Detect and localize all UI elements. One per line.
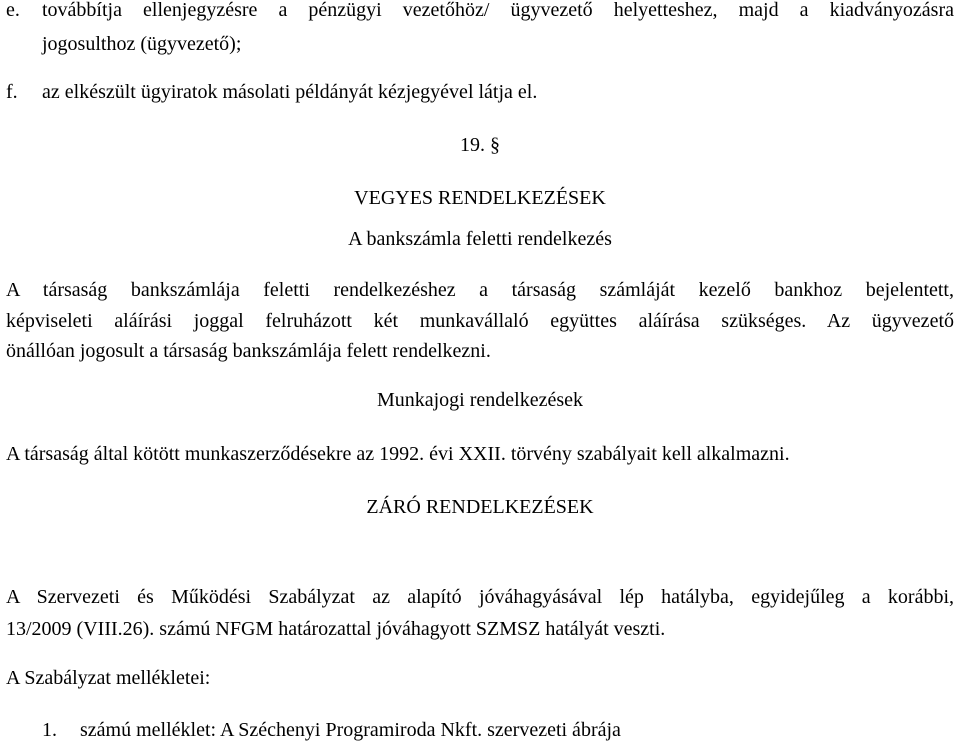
closing-paragraph-line-2: 13/2009 (VIII.26). számú NFGM határozattal jóváhagyott SZMSZ hatályát veszti. (6, 618, 666, 640)
section-title: VEGYES RENDELKEZÉSEK (354, 187, 606, 209)
list-item-e-line-2: jogosulthoz (ügyvezető); (42, 33, 242, 55)
bank-paragraph-line-2: képviseleti aláírási joggal felruházott két munkavállaló együttes aláírása szükséges. Az ügyvezető (6, 310, 954, 332)
list-item-e-line-1: továbbítja ellenjegyzésre a pénzügyi vezetőhöz/ ügyvezető helyetteshez, majd a kiadványozásra (42, 0, 954, 21)
list-marker-e: e. (6, 0, 20, 21)
labor-heading: Munkajogi rendelkezések (376, 389, 584, 411)
list-item-f-line-1: az elkészült ügyiratok másolati példányát kézjegyével látja el. (42, 81, 538, 103)
section-number: 19. § (460, 134, 500, 156)
closing-paragraph-line-1: A Szervezeti és Működési Szabályzat az alapító jóváhagyásával lép hatályba, egyidejűleg a korábbi, (6, 586, 954, 608)
labor-paragraph: A társaság által kötött munkaszerződésekre az 1992. évi XXII. törvény szabályait kell alkalmazni. (6, 443, 790, 465)
bank-paragraph-line-3: önállóan jogosult a társaság bankszámlája felett rendelkezni. (6, 340, 491, 362)
bank-heading: A bankszámla feletti rendelkezés (348, 228, 612, 250)
bank-paragraph-line-1: A társaság bankszámlája feletti rendelkezéshez a társaság számláját kezelő bankhoz bejelentett, (6, 279, 954, 301)
list-marker-f: f. (6, 81, 18, 103)
annex-item: számú melléklet: A Széchenyi Programiroda Nkft. szervezeti ábrája (80, 719, 621, 741)
annex-item-marker: 1. (42, 719, 57, 741)
annex-heading: A Szabályzat mellékletei: (6, 667, 211, 689)
closing-heading: ZÁRÓ RENDELKEZÉSEK (366, 496, 594, 518)
